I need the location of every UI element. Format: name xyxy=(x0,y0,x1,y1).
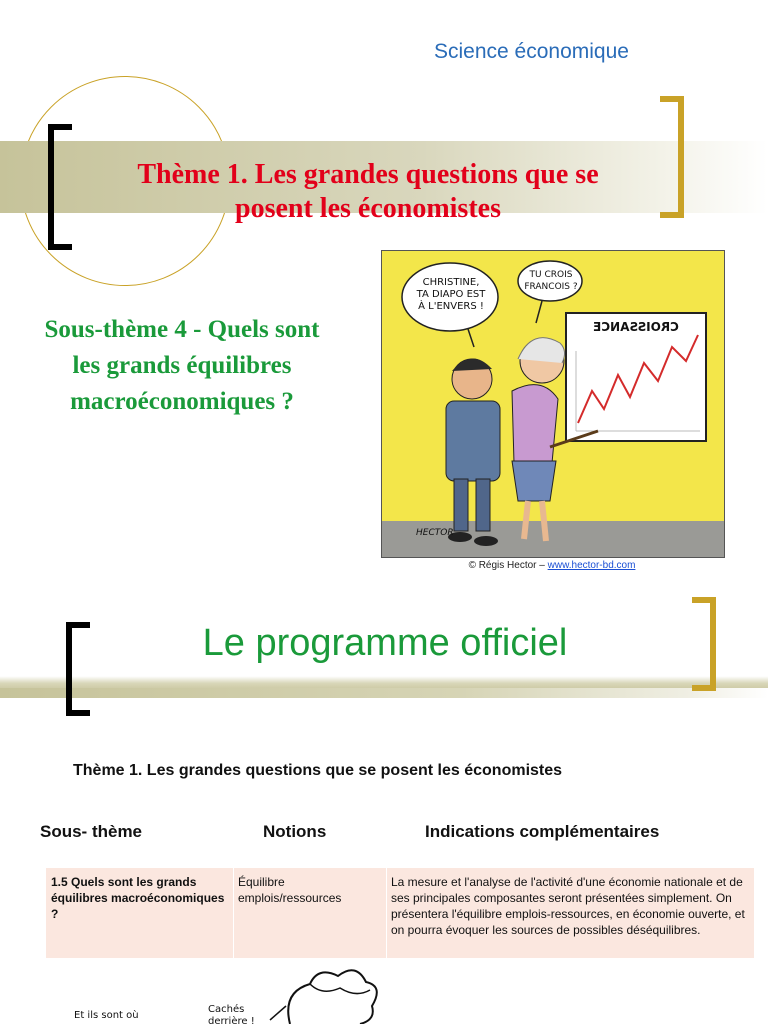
left-bracket-2 xyxy=(66,622,90,716)
right-bracket-2 xyxy=(692,597,716,691)
cell-subtheme: 1.5 Quels sont les grands équilibres macroéconomiques ? xyxy=(51,875,225,921)
board-label: CROISSANCE xyxy=(593,320,679,334)
header-notions: Notions xyxy=(263,822,327,841)
title-underline-band xyxy=(0,688,768,698)
bubble2-line1: TU CROIS xyxy=(529,270,573,280)
slide-title-line2: posent les économistes xyxy=(235,193,501,224)
bubble1-line1: CHRISTINE, xyxy=(422,277,480,288)
bubble1-line3: À L'ENVERS ! xyxy=(418,301,484,312)
column-divider xyxy=(233,868,234,958)
credit-link[interactable]: www.hector-bd.com xyxy=(547,560,636,571)
column-divider xyxy=(386,868,387,958)
bubble1-text xyxy=(412,277,490,313)
theme-line: Thème 1. Les grandes questions que se posent les économistes xyxy=(73,762,563,779)
cell-indications: La mesure et l'analyse de l'activité d'une économie nationale et de ses principales composantes seront présentées simplement. On présentera l'équilibre emplois-ressources, en économie ouverte, et on pourra évoquer les sources de possibles déséquilibres. xyxy=(391,875,745,937)
subject-label: Science économique xyxy=(434,40,629,63)
slide-title xyxy=(60,158,676,226)
bottom-cartoon xyxy=(60,962,400,1024)
subtheme-line1: Sous-thème 4 - Quels sont xyxy=(44,316,320,343)
header-subtheme: Sous- thème xyxy=(40,822,143,841)
subtheme-line3: macroéconomiques ? xyxy=(70,388,294,415)
cartoon-image xyxy=(381,250,725,558)
subtheme-heading xyxy=(12,312,352,420)
bottom-text-left: Et ils sont où xyxy=(74,1010,139,1021)
programme-title: Le programme officiel xyxy=(202,622,568,664)
bubble2-line2: FRANCOIS ? xyxy=(524,282,578,292)
cartoon-signature: HECTOR xyxy=(416,528,454,538)
bottom-text-middle-2: derrière ! xyxy=(208,1016,255,1024)
bubble2-text xyxy=(522,269,580,293)
slide-title-line1: Thème 1. Les grandes questions que se xyxy=(137,159,599,190)
cell-notions: Équilibre emplois/ressources xyxy=(238,875,342,905)
programme-table-row xyxy=(46,868,754,958)
bottom-text-middle: Cachés xyxy=(208,1004,245,1015)
credit-prefix: © Régis Hector – xyxy=(468,560,548,571)
image-credit xyxy=(381,560,723,571)
bubble1-line2: TA DIAPO EST xyxy=(416,289,486,300)
subtheme-line2: les grands équilibres xyxy=(72,352,292,379)
header-indications: Indications complémentaires xyxy=(425,822,660,841)
